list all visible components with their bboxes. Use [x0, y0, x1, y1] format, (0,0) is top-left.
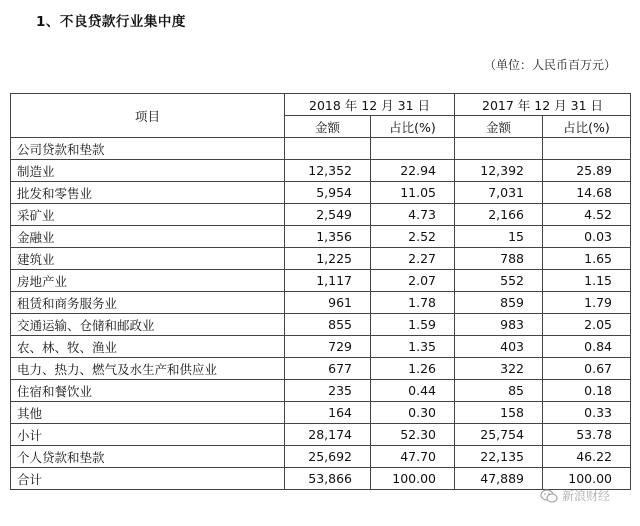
- share-2017-cell: 0.67: [543, 358, 631, 380]
- amount-2017-cell: 552: [455, 270, 543, 292]
- share-2017-cell: 14.68: [543, 182, 631, 204]
- share-2017-cell: 0.33: [543, 402, 631, 424]
- section-heading: 1、不良贷款行业集中度: [36, 14, 186, 30]
- row-label: 电力、热力、燃气及水生产和供应业: [11, 358, 285, 380]
- table-row: [11, 160, 631, 182]
- share-2017-cell: 25.89: [543, 160, 631, 182]
- watermark: [540, 487, 610, 504]
- share-2018-cell: 2.07: [371, 270, 455, 292]
- header-share-2017: 占比(%): [543, 116, 631, 138]
- amount-2018-cell: 1,117: [285, 270, 371, 292]
- table-row: [11, 336, 631, 358]
- amount-2018-cell: 164: [285, 402, 371, 424]
- row-label: 小计: [11, 424, 285, 446]
- amount-2018-cell: 961: [285, 292, 371, 314]
- amount-2018-cell: 677: [285, 358, 371, 380]
- share-2017-cell: [543, 138, 631, 160]
- share-2018-cell: 11.05: [371, 182, 455, 204]
- amount-2017-cell: 2,166: [455, 204, 543, 226]
- amount-2017-cell: 85: [455, 380, 543, 402]
- share-2018-cell: 47.70: [371, 446, 455, 468]
- table-row: [11, 314, 631, 336]
- amount-2018-cell: [285, 138, 371, 160]
- amount-2018-cell: 25,692: [285, 446, 371, 468]
- share-2017-cell: 0.18: [543, 380, 631, 402]
- amount-2018-cell: 5,954: [285, 182, 371, 204]
- share-2018-cell: 0.30: [371, 402, 455, 424]
- amount-2018-cell: 2,549: [285, 204, 371, 226]
- table-row: [11, 424, 631, 446]
- npl-industry-table: [10, 93, 631, 490]
- amount-2017-cell: 12,392: [455, 160, 543, 182]
- share-2017-cell: 1.15: [543, 270, 631, 292]
- share-2017-cell: 100.00: [543, 468, 631, 490]
- share-2017-cell: 1.79: [543, 292, 631, 314]
- row-label: 租赁和商务服务业: [11, 292, 285, 314]
- table-row: [11, 226, 631, 248]
- row-label: 房地产业: [11, 270, 285, 292]
- share-2017-cell: 0.84: [543, 336, 631, 358]
- table-row: [11, 138, 631, 160]
- amount-2017-cell: 859: [455, 292, 543, 314]
- row-label: 交通运输、仓储和邮政业: [11, 314, 285, 336]
- share-2017-cell: 0.03: [543, 226, 631, 248]
- amount-2018-cell: 855: [285, 314, 371, 336]
- amount-2017-cell: 983: [455, 314, 543, 336]
- share-2018-cell: 1.59: [371, 314, 455, 336]
- amount-2018-cell: 28,174: [285, 424, 371, 446]
- header-amount-2017: 金额: [455, 116, 543, 138]
- table-row: [11, 270, 631, 292]
- amount-2017-cell: 22,135: [455, 446, 543, 468]
- share-2018-cell: 52.30: [371, 424, 455, 446]
- amount-2017-cell: 788: [455, 248, 543, 270]
- header-item: 项目: [11, 94, 285, 138]
- amount-2017-cell: 25,754: [455, 424, 543, 446]
- amount-2018-cell: 729: [285, 336, 371, 358]
- table-row: [11, 402, 631, 424]
- header-period-2018: 2018 年 12 月 31 日: [285, 94, 455, 116]
- table-row: [11, 204, 631, 226]
- share-2018-cell: 22.94: [371, 160, 455, 182]
- table-row: [11, 380, 631, 402]
- share-2017-cell: 2.05: [543, 314, 631, 336]
- table-row: [11, 468, 631, 490]
- share-2018-cell: 0.44: [371, 380, 455, 402]
- row-label: 个人贷款和垫款: [11, 446, 285, 468]
- wechat-icon: [540, 489, 558, 503]
- header-amount-2018: 金额: [285, 116, 371, 138]
- amount-2017-cell: 47,889: [455, 468, 543, 490]
- watermark-text: 新浪财经: [561, 489, 610, 503]
- table-row: [11, 358, 631, 380]
- row-label: 住宿和餐饮业: [11, 380, 285, 402]
- share-2018-cell: 4.73: [371, 204, 455, 226]
- share-2018-cell: 1.35: [371, 336, 455, 358]
- row-label: 金融业: [11, 226, 285, 248]
- amount-2017-cell: 403: [455, 336, 543, 358]
- share-2018-cell: 2.27: [371, 248, 455, 270]
- row-label: 其他: [11, 402, 285, 424]
- table-body: [11, 138, 631, 490]
- share-2017-cell: 53.78: [543, 424, 631, 446]
- amount-2017-cell: 158: [455, 402, 543, 424]
- amount-2018-cell: 12,352: [285, 160, 371, 182]
- table-row: [11, 248, 631, 270]
- share-2018-cell: 1.26: [371, 358, 455, 380]
- amount-2018-cell: 53,866: [285, 468, 371, 490]
- amount-2017-cell: [455, 138, 543, 160]
- amount-2018-cell: 235: [285, 380, 371, 402]
- header-period-2017: 2017 年 12 月 31 日: [455, 94, 631, 116]
- share-2017-cell: 1.65: [543, 248, 631, 270]
- amount-2017-cell: 7,031: [455, 182, 543, 204]
- amount-2018-cell: 1,356: [285, 226, 371, 248]
- share-2018-cell: 2.52: [371, 226, 455, 248]
- share-2017-cell: 46.22: [543, 446, 631, 468]
- row-label: 公司贷款和垫款: [11, 138, 285, 160]
- row-label: 批发和零售业: [11, 182, 285, 204]
- unit-note: （单位：人民币百万元）: [483, 58, 616, 72]
- header-share-2018: 占比(%): [371, 116, 455, 138]
- share-2017-cell: 4.52: [543, 204, 631, 226]
- amount-2018-cell: 1,225: [285, 248, 371, 270]
- share-2018-cell: 1.78: [371, 292, 455, 314]
- table-row: [11, 446, 631, 468]
- table-row: [11, 292, 631, 314]
- amount-2017-cell: 15: [455, 226, 543, 248]
- share-2018-cell: 100.00: [371, 468, 455, 490]
- row-label: 建筑业: [11, 248, 285, 270]
- table-row: [11, 182, 631, 204]
- row-label: 农、林、牧、渔业: [11, 336, 285, 358]
- row-label: 采矿业: [11, 204, 285, 226]
- share-2018-cell: [371, 138, 455, 160]
- amount-2017-cell: 322: [455, 358, 543, 380]
- row-label: 制造业: [11, 160, 285, 182]
- row-label: 合计: [11, 468, 285, 490]
